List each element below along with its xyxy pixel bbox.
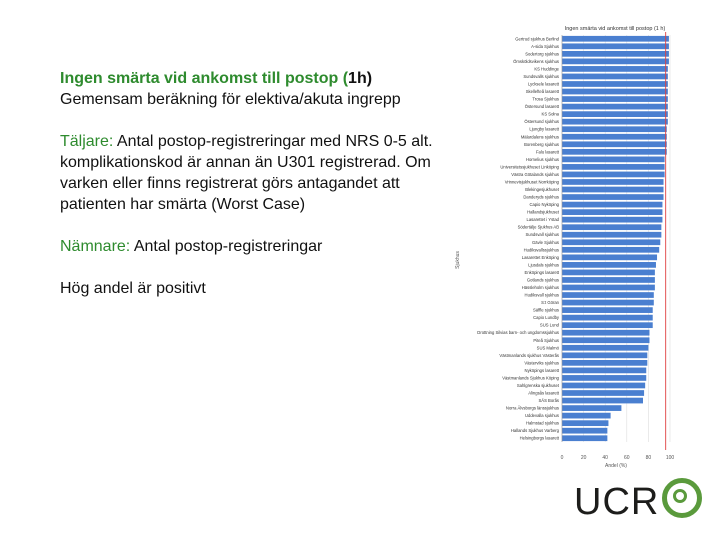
bar bbox=[562, 66, 668, 72]
bar bbox=[562, 164, 665, 170]
bar bbox=[562, 277, 655, 283]
slide-subtitle: Gemensam beräkning för elektiva/akuta ingrepp bbox=[60, 91, 401, 108]
y-category-label: Östersund sjukhus bbox=[524, 119, 559, 125]
bar bbox=[562, 413, 611, 419]
bar bbox=[562, 232, 661, 238]
bar bbox=[562, 270, 655, 276]
bar bbox=[562, 172, 665, 178]
bar bbox=[562, 187, 664, 193]
bar bbox=[562, 224, 661, 230]
y-category-label: Enköpings lasarett bbox=[524, 269, 559, 275]
y-category-label: Blekingesjukhuset bbox=[525, 187, 559, 193]
y-category-label: Södertälje Sjukhus AB bbox=[517, 224, 559, 230]
x-tick-label: 60 bbox=[624, 455, 630, 461]
bar bbox=[562, 74, 668, 80]
slide-title-time: 1h) bbox=[348, 70, 373, 87]
bar bbox=[562, 96, 668, 102]
y-category-label: Capio Nyköping bbox=[529, 202, 559, 208]
y-category-label: A-sida Sjukhus bbox=[531, 43, 559, 49]
y-category-label: Sahlgrenska sjukhuset bbox=[516, 382, 559, 388]
bar bbox=[562, 398, 643, 404]
y-category-label: Drottning Silvias barn- och ungdomssjukhus bbox=[477, 330, 559, 336]
y-category-label: Västmanlands Sjukhus Köping bbox=[502, 375, 559, 381]
bar bbox=[562, 141, 667, 147]
y-category-label: Västerviks sjukhus bbox=[524, 360, 559, 366]
y-category-label: Danderyds sjukhus bbox=[523, 194, 559, 200]
y-category-label: Sodertorg sjukhus bbox=[525, 51, 559, 57]
bar bbox=[562, 104, 668, 110]
ucr-logo bbox=[574, 478, 702, 524]
bar bbox=[562, 322, 653, 328]
bar bbox=[562, 126, 667, 132]
slide-text bbox=[60, 68, 460, 320]
y-category-label: Gävle Sjukhus bbox=[532, 239, 559, 245]
y-category-label: Hudiksvallssjukhus bbox=[523, 247, 559, 253]
y-category-label: Piteå Sjukhus bbox=[533, 337, 559, 343]
bar bbox=[562, 89, 668, 95]
bar bbox=[562, 405, 621, 411]
y-category-label: Lasarettet Enköping bbox=[521, 254, 559, 260]
y-category-label: Sundsvall sjukhus bbox=[525, 232, 559, 238]
bar bbox=[562, 134, 667, 140]
y-category-label: Sundsvalls sjukhus bbox=[523, 73, 559, 79]
y-category-label: Västra Götalands sjukhus bbox=[511, 171, 559, 177]
denominator-label: Nämnare: bbox=[60, 238, 131, 255]
y-category-label: Hallands Sjukhus Varberg bbox=[510, 428, 559, 434]
bar bbox=[562, 119, 668, 125]
y-category-label: Hässleholm sjukhus bbox=[521, 284, 559, 290]
bar bbox=[562, 435, 607, 441]
bar bbox=[562, 375, 646, 381]
bar bbox=[562, 315, 653, 321]
bar bbox=[562, 36, 669, 42]
x-axis-label: Andel (%) bbox=[605, 463, 627, 469]
y-category-label: Helsingborgs lasarett bbox=[519, 435, 559, 441]
bar bbox=[562, 352, 647, 358]
slide-title: Ingen smärta vid ankomst till postop ( bbox=[60, 70, 349, 87]
bar bbox=[562, 51, 669, 57]
y-category-label: SUS Malmö bbox=[536, 345, 559, 351]
bar bbox=[562, 428, 607, 434]
bar bbox=[562, 254, 657, 260]
bar bbox=[562, 202, 662, 208]
y-category-label: Hudiksvall sjukhus bbox=[524, 292, 559, 298]
y-category-label: Vrinnevisjukhuset Norrköping bbox=[504, 179, 559, 185]
y-category-label: Västmanlands sjukhus Västerås bbox=[499, 352, 559, 358]
y-category-label: Lasarettet i Ystad bbox=[526, 217, 559, 223]
bar bbox=[562, 345, 648, 351]
logo-circle-icon bbox=[662, 478, 702, 518]
x-tick-label: 0 bbox=[560, 455, 564, 461]
bar bbox=[562, 390, 644, 396]
numerator-text: Antal postop-registreringar med NRS 0-5 alt. komplikationskod är annan än U301 registrerad. Om varken eller finns registrerat görs antagandet att patienten har smärta (Worst Case) bbox=[60, 133, 433, 213]
y-category-label: Ömsköldsvikens sjukhus bbox=[513, 58, 559, 64]
y-category-label: Hornelius sjukhus bbox=[525, 156, 559, 162]
y-category-label: Norra Älvsborgs länssjukhus bbox=[505, 405, 559, 411]
bar bbox=[562, 239, 660, 245]
y-category-label: Borenberg sjukhus bbox=[524, 141, 559, 147]
bar bbox=[562, 262, 656, 268]
hospital-bar-chart bbox=[455, 20, 685, 472]
bar bbox=[562, 247, 659, 253]
bar bbox=[562, 149, 667, 155]
y-category-label: Mälardalens sjukhus bbox=[520, 134, 559, 140]
y-category-label: Halmstad sjukhus bbox=[525, 420, 559, 426]
y-category-label: Falu lasarett bbox=[535, 149, 559, 155]
bar bbox=[562, 292, 654, 298]
bar bbox=[562, 330, 649, 336]
x-tick-label: 80 bbox=[645, 455, 652, 461]
denominator-text: Antal postop-registreringar bbox=[130, 238, 323, 255]
bar bbox=[562, 300, 654, 306]
y-category-label: SÄS Borås bbox=[538, 398, 559, 404]
numerator-label: Täljare: bbox=[60, 133, 114, 150]
bar bbox=[562, 337, 649, 343]
y-category-label: Hallandsjukhuset bbox=[527, 209, 559, 215]
y-axis-label: Sjukhus bbox=[455, 251, 461, 269]
y-category-label: KS Huddinge bbox=[534, 66, 559, 72]
y-category-label: KS Solna bbox=[541, 111, 559, 117]
bar bbox=[562, 81, 668, 87]
y-category-label: Ljungby lasarett bbox=[529, 126, 559, 132]
bar bbox=[562, 43, 669, 49]
logo-text: UCR bbox=[574, 481, 660, 523]
bar bbox=[562, 194, 664, 200]
denominator-block bbox=[60, 236, 460, 257]
chart-title: Ingen smärta vid ankomst till postop (1 h) bbox=[564, 26, 666, 32]
y-category-label: Gotlands sjukhus bbox=[526, 277, 559, 283]
bar bbox=[562, 217, 662, 223]
bar bbox=[562, 420, 608, 426]
y-category-label: Säffle sjukhus bbox=[533, 307, 559, 313]
bar bbox=[562, 285, 655, 291]
y-category-label: Ljusdals sjukhus bbox=[528, 262, 559, 268]
x-tick-label: 100 bbox=[665, 455, 675, 461]
y-category-label: SUS Lund bbox=[539, 322, 559, 328]
y-category-label: Uddevalla sjukhus bbox=[525, 413, 559, 419]
y-category-label: Alingsås lasarett bbox=[528, 390, 559, 396]
bar bbox=[562, 360, 647, 366]
bar bbox=[562, 59, 669, 65]
bar bbox=[562, 156, 665, 162]
bar bbox=[562, 307, 653, 313]
y-category-label: Gertrud sjukhus Berlind bbox=[515, 36, 559, 42]
x-tick-label: 40 bbox=[602, 455, 608, 461]
y-category-label: S:t Göran bbox=[541, 300, 559, 306]
numerator-block bbox=[60, 131, 460, 215]
y-category-label: Östersund lasarett bbox=[524, 104, 559, 110]
bar bbox=[562, 111, 668, 117]
y-category-label: Lycksele lasarett bbox=[527, 81, 559, 87]
x-tick-label: 20 bbox=[580, 455, 587, 461]
y-category-label: Trosa Sjukhus bbox=[532, 96, 559, 102]
bar bbox=[562, 383, 645, 389]
note-text: Hög andel är positivt bbox=[60, 280, 206, 297]
bar bbox=[562, 209, 662, 215]
title-block bbox=[60, 68, 460, 110]
bar bbox=[562, 368, 646, 374]
bar bbox=[562, 179, 664, 185]
y-category-label: Skellefteå lasarett bbox=[525, 89, 559, 95]
y-category-label: Nyköpings lasarett bbox=[524, 367, 559, 373]
y-category-label: Capio Lundby bbox=[533, 315, 559, 321]
y-category-label: Universitetssjukhuset Linköping bbox=[500, 164, 559, 170]
